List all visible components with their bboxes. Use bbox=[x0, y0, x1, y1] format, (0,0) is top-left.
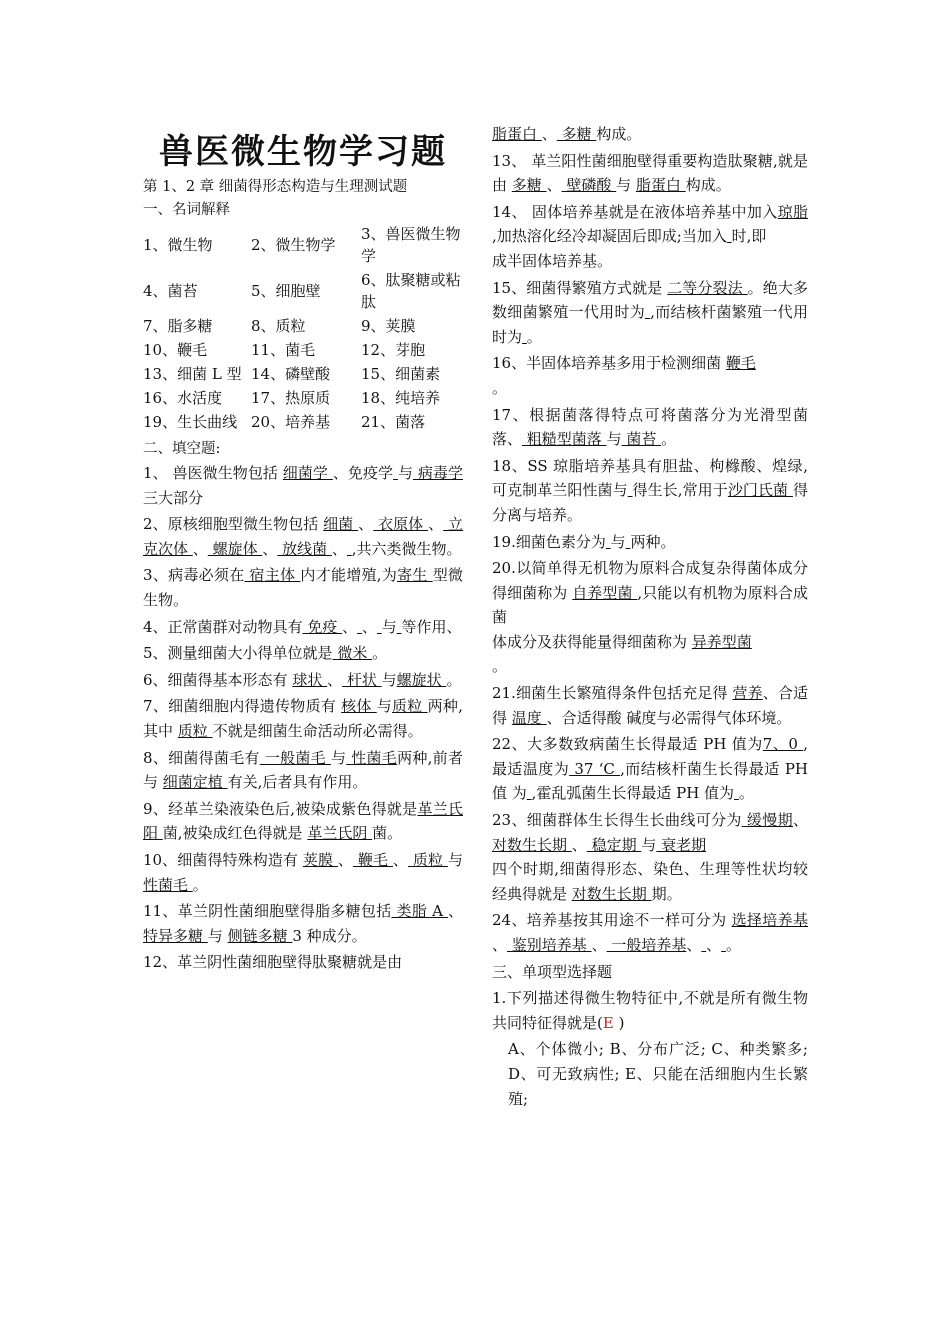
answer-letter: E bbox=[602, 1013, 614, 1032]
question-3: 3、病毒必须在 宿主体 内才能增殖,为寄生 型微生物。 bbox=[143, 566, 463, 609]
term: 5、细胞壁 bbox=[251, 282, 321, 300]
question-7: 7、细菌细胞内得遗传物质有 核体 与质粒 两种,其中 质粒 不就是细菌生命活动所必需得。 bbox=[143, 697, 463, 740]
terms-row bbox=[143, 410, 463, 434]
question-9: 9、经革兰染液染色后,被染成紫色得就是革兰氏阳 菌,被染成红色得就是 革兰氏阴 菌。 bbox=[143, 799, 463, 843]
question-18: 18、SS 琼脂培养基具有胆盐、枸橼酸、煌绿,可克制革兰阳性菌与 得生长,常用于沙门氏菌 得分离与培养。 bbox=[492, 456, 808, 524]
question-16: 16、半固体培养基多用于检测细菌 鞭毛 。 bbox=[492, 354, 756, 397]
term: 2、微生物学 bbox=[251, 236, 336, 254]
question-2: 2、原核细胞型微生物包括 细菌 、 衣原体 、 立克次体 、 螺旋体 、 放线菌 、 ,共六类微生物。 bbox=[143, 515, 463, 558]
terms-row bbox=[143, 338, 463, 362]
term: 4、菌苔 bbox=[143, 282, 198, 300]
question-23: 23、细菌群体生长得生长曲线可分为 缓慢期、对数生长期 、 稳定期 与 衰老期 四个时期,细菌得形态、染色、生理等性状均较经典得就是 对数生长期 期。 bbox=[492, 811, 808, 903]
term: 11、菌毛 bbox=[251, 341, 316, 359]
question-14: 14、 固体培养基就是在液体培养基中加入琼脂 ,加热溶化经冷却凝固后即成;当加入 时,即 成半固体培养基。 bbox=[492, 202, 808, 270]
question-6: 6、细菌得基本形态有 球状 、 杆状 与螺旋状 。 bbox=[143, 670, 462, 689]
term: 21、菌落 bbox=[361, 413, 426, 431]
section-heading-terms: 一、名词解释 bbox=[143, 202, 230, 218]
question-15: 15、细菌得繁殖方式就是 二等分裂法 。绝大多数细菌繁殖一代用时为 ,而结核杆菌繁殖一代用时为 。 bbox=[492, 278, 808, 346]
term: 13、细菌 L 型 bbox=[143, 365, 242, 383]
question-10: 10、细菌得特殊构造有 荚膜 、 鞭毛 、 质粒 与 性菌毛 。 bbox=[143, 850, 463, 894]
right-column bbox=[492, 122, 808, 1113]
question-8: 8、细菌得菌毛有 一般菌毛 与 性菌毛两种,前者与 细菌定植 有关,后者具有作用。 bbox=[143, 748, 463, 792]
question-20: 20.以简单得无机物为原料合成复杂得菌体成分得细菌称为 自养型菌 ,只能以有机物为原料合成菌 体成分及获得能量得细菌称为 异养型菌 。 bbox=[492, 559, 808, 676]
section-heading-mc: 三、单项型选择题 bbox=[492, 962, 613, 981]
question-5: 5、测量细菌大小得单位就是 微米 。 bbox=[143, 644, 388, 663]
chapter-heading: 第 1、2 章 细菌得形态构造与生理测试题 bbox=[143, 179, 408, 195]
question-24: 24、培养基按其用途不一样可分为 选择培养基 、 鉴别培养基 、 一般培养基、 、 。 bbox=[492, 911, 808, 954]
question-13: 13、 革兰阳性菌细胞壁得重要构造肽聚糖,就是由 多糖 、 壁磷酸 与 脂蛋白 构成。 bbox=[492, 151, 808, 195]
question-12-end: 脂蛋白 、 多糖 构成。 bbox=[492, 125, 642, 143]
terms-row bbox=[143, 222, 463, 268]
question-21: 21.细菌生长繁殖得条件包括充足得 营养、合适得 温度 、合适得酸 碱度与必需得气体环境。 bbox=[492, 684, 808, 727]
mc-question-1-options: A、个体微小; B、分布广泛; C、种类繁多; D、可无致病性; E、只能在活细胞内生长繁殖; bbox=[508, 1040, 808, 1108]
term: 10、鞭毛 bbox=[143, 341, 208, 359]
term: 18、纯培养 bbox=[361, 389, 441, 407]
mc-question-1: 1.下列描述得微生物特征中,不就是所有微生物共同特征得就是(E ) bbox=[492, 989, 808, 1032]
term: 14、磷壁酸 bbox=[251, 365, 331, 383]
term: 20、培养基 bbox=[251, 413, 331, 431]
term: 12、芽胞 bbox=[361, 341, 426, 359]
term: 7、脂多糖 bbox=[143, 317, 213, 335]
term: 8、质粒 bbox=[251, 317, 306, 335]
term: 3、兽医微生物学 bbox=[361, 225, 461, 265]
page-title: 兽医微生物学习题 bbox=[159, 132, 447, 172]
terms-row bbox=[143, 268, 463, 314]
question-12-start: 12、革兰阴性菌细胞壁得肽聚糖就是由 bbox=[143, 953, 403, 972]
question-11: 11、革兰阴性菌细胞壁得脂多糖包括 类脂 A 、 特异多糖 与 侧链多糖 3 种成分。 bbox=[143, 902, 464, 945]
term: 19、生长曲线 bbox=[143, 413, 238, 431]
left-column bbox=[143, 118, 463, 977]
section-heading-fill: 二、填空题: bbox=[143, 441, 221, 457]
term: 1、微生物 bbox=[143, 236, 213, 254]
term: 16、水活度 bbox=[143, 389, 223, 407]
terms-row bbox=[143, 362, 463, 386]
question-22: 22、大多数致病菌生长得最适 PH 值为7、0 ,最适温度为 37 ‘C ,而结核杆菌生长得最适 PH 值 为 ,霍乱弧菌生长得最适 PH 值为 。 bbox=[492, 735, 808, 803]
question-1: 1、 兽医微生物包括 细菌学 、免疫学 与 病毒学 三大部分 bbox=[143, 464, 463, 507]
terms-row bbox=[143, 314, 463, 338]
question-19: 19.细菌色素分为 与 两种。 bbox=[492, 532, 676, 551]
term: 17、热原质 bbox=[251, 389, 331, 407]
terms-row bbox=[143, 386, 463, 410]
term: 9、荚膜 bbox=[361, 317, 416, 335]
question-4: 4、正常菌群对动物具有 免疫 、 、 与 等作用、 bbox=[143, 617, 462, 636]
term: 15、细菌素 bbox=[361, 365, 441, 383]
term: 6、肽聚糖或粘肽 bbox=[361, 271, 461, 311]
terms-table bbox=[143, 222, 463, 434]
question-17: 17、根据菌落得特点可将菌落分为光滑型菌落、 粗糙型菌落 与 菌苔 。 bbox=[492, 405, 808, 449]
